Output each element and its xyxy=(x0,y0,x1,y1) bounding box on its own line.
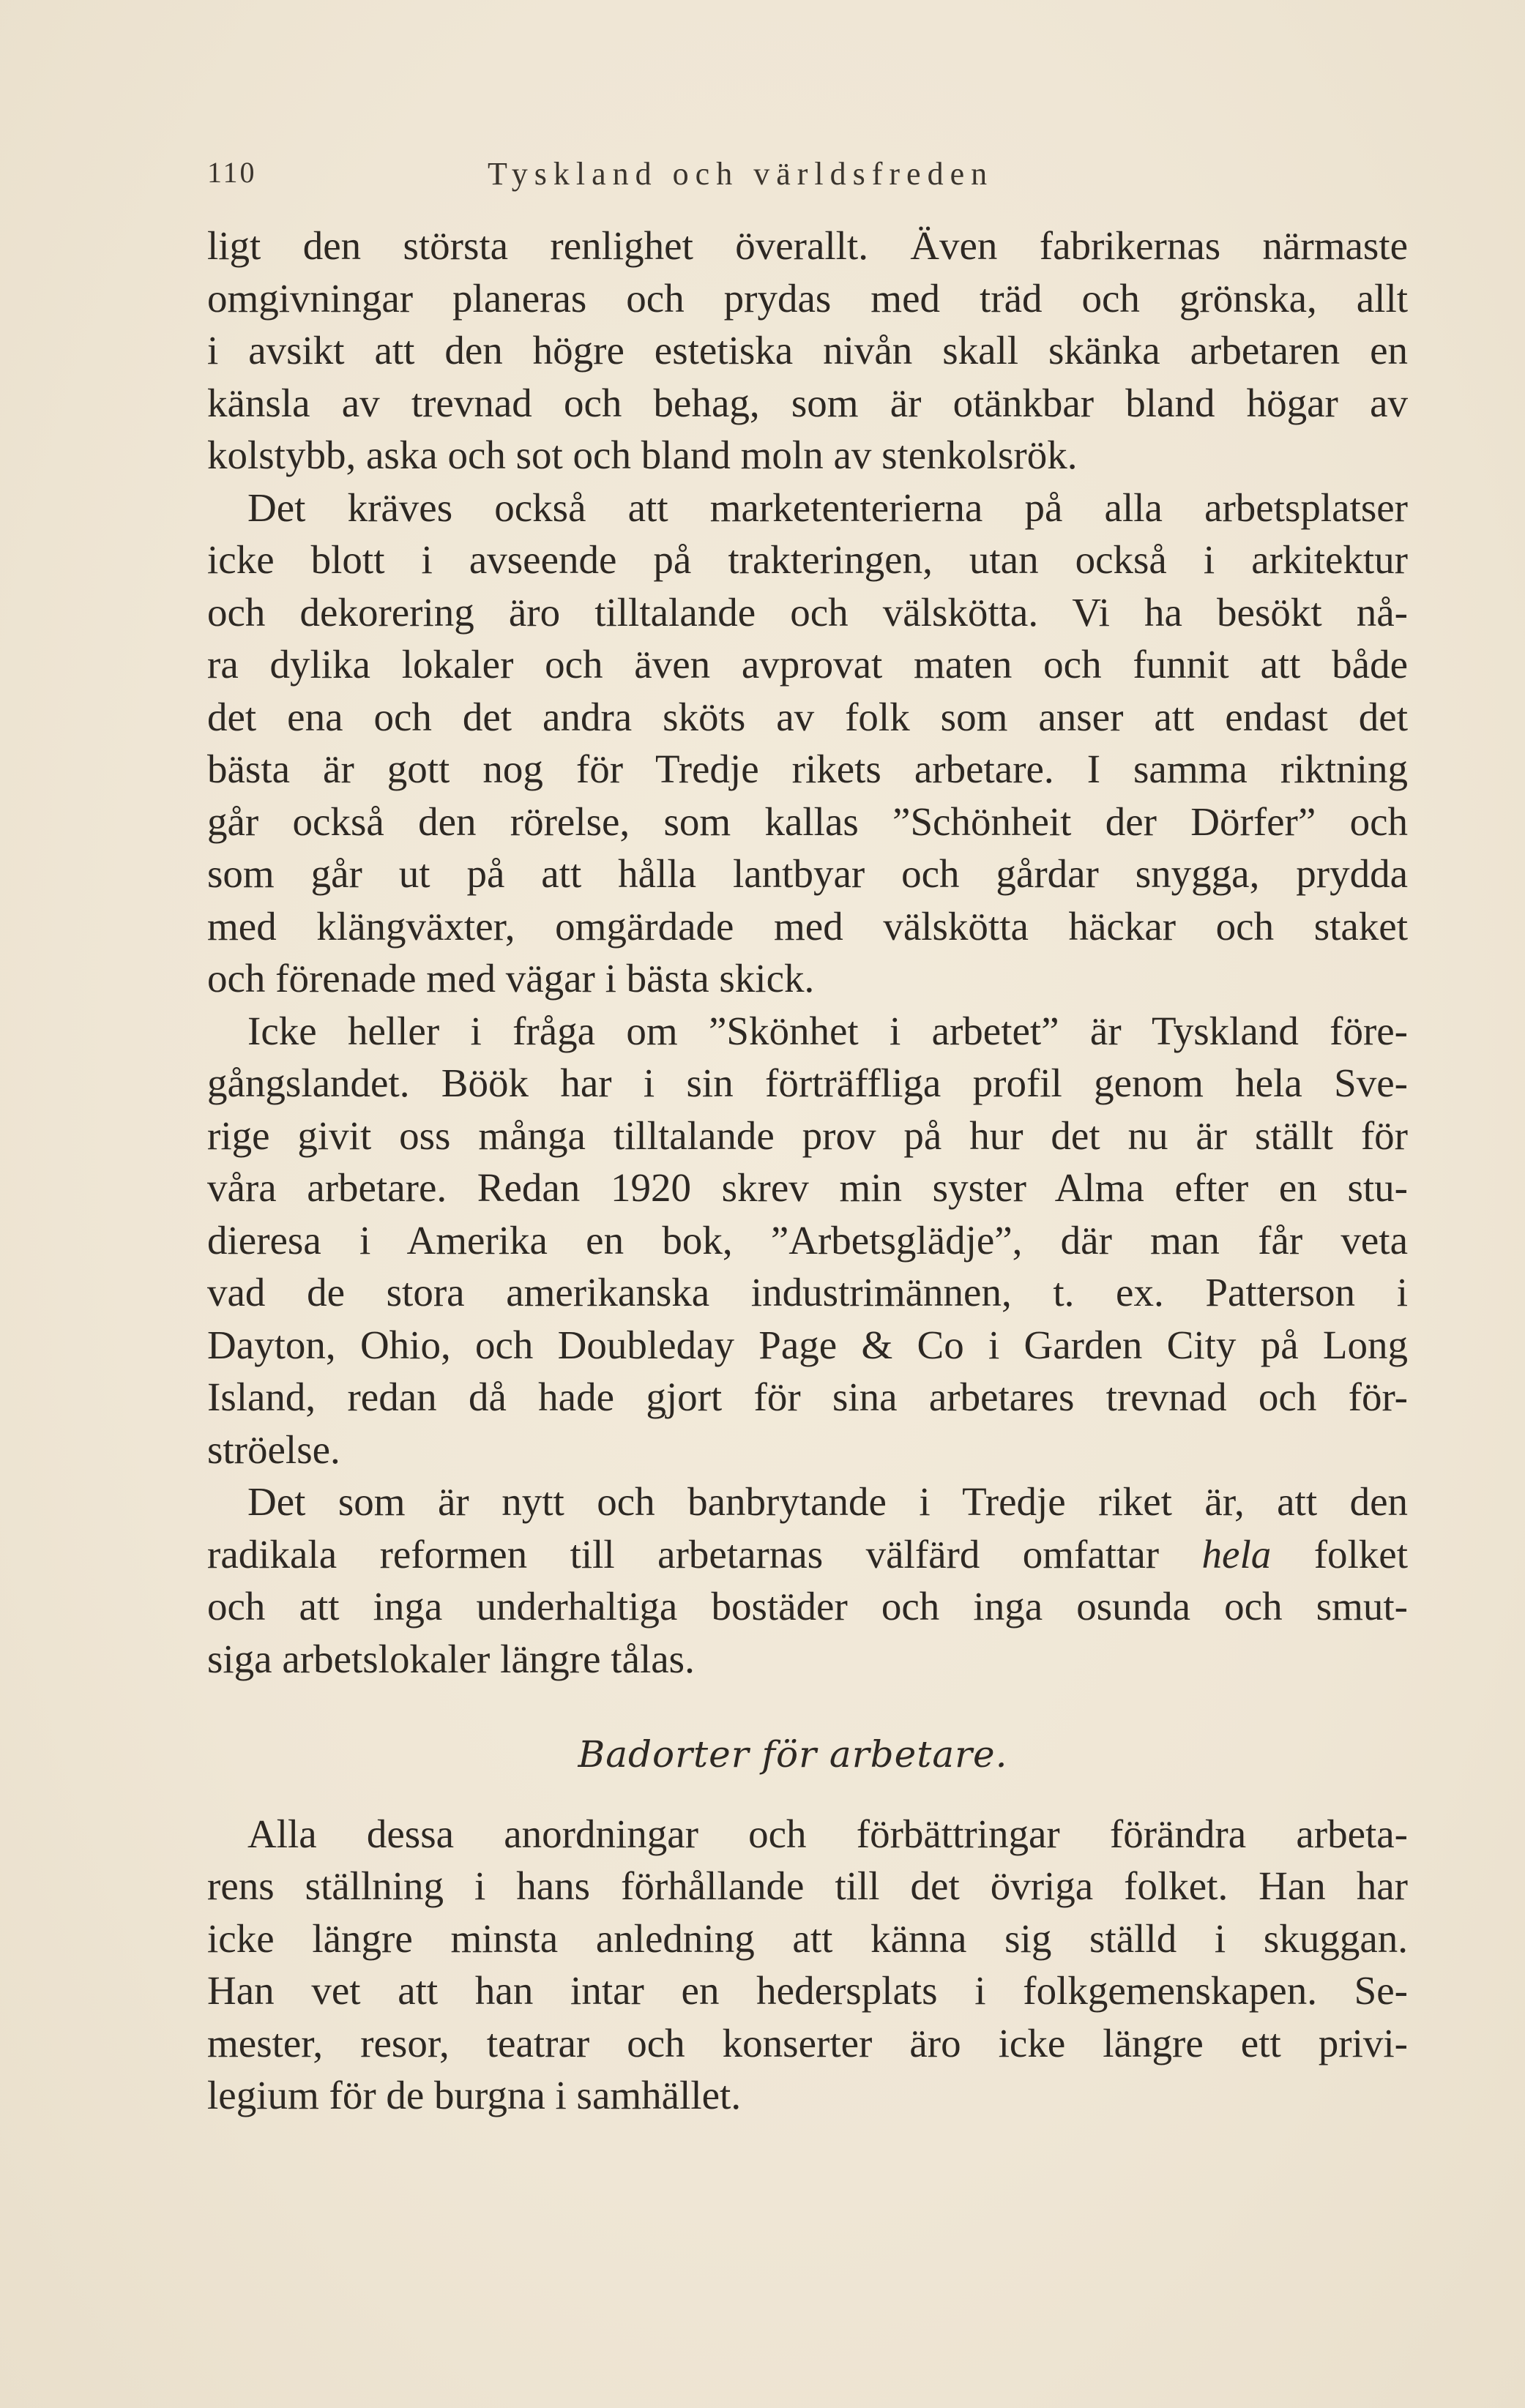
text-line: som går ut på att hålla lantbyar och gårdar snygga, prydda xyxy=(207,851,1408,896)
text-line: det ena och det andra sköts av folk som anser att endast det xyxy=(207,694,1408,739)
section-heading: Badorter för arbetare. xyxy=(578,1733,1008,1776)
text-line: ligt den största renlighet överallt. Även fabrikernas närmaste xyxy=(207,223,1408,268)
paragraph-2 xyxy=(207,482,1408,1005)
text-line: med klängväxter, omgärdade med välskötta häckar och staket xyxy=(207,903,1408,949)
text-line: icke längre minsta anledning att känna sig ställd i skuggan. xyxy=(207,1915,1408,1961)
page-header xyxy=(207,155,1115,199)
text-line: Det kräves också att marketenterierna på alla arbetsplatser xyxy=(247,485,1408,530)
text-line: Det som är nytt och banbrytande i Tredje riket är, att den xyxy=(247,1479,1408,1524)
text-line: rens ställning i hans förhållande till det övriga folket. Han har xyxy=(207,1863,1408,1908)
text-line: dieresa i Amerika en bok, ”Arbetsglädje”, där man får veta xyxy=(207,1217,1408,1263)
paragraph-4 xyxy=(207,1476,1408,1685)
paragraph-3 xyxy=(207,1005,1408,1476)
text-line: gångslandet. Böök har i sin förträffliga profil genom hela Sve- xyxy=(207,1061,1408,1105)
text-line: och dekorering äro tilltalande och välskötta. Vi ha besökt nå- xyxy=(207,589,1408,635)
text-line: Icke heller i fråga om ”Skönhet i arbetet” är Tyskland före- xyxy=(247,1008,1408,1053)
text-line: kolstybb, aska och sot och bland moln av stenkolsrök. xyxy=(207,433,1078,477)
text-line-with-emphasis xyxy=(207,1528,1408,1581)
text-line: rige givit oss många tilltalande prov på hur det nu är ställt för xyxy=(207,1113,1408,1158)
text-line: och att inga underhaltiga bostäder och inga osunda och smut- xyxy=(207,1584,1408,1629)
running-head: Tyskland och världsfreden xyxy=(488,156,994,192)
text-line: Alla dessa anordningar och förbättringar förändra arbeta- xyxy=(247,1811,1408,1856)
spacer xyxy=(207,1685,1408,1729)
text-line: icke blott i avseende på trakteringen, utan också i arkitektur xyxy=(207,537,1408,582)
text-line: mester, resor, teatrar och konserter äro icke längre ett privi- xyxy=(207,2020,1408,2065)
text-line: våra arbetare. Redan 1920 skrev min syster Alma efter en stu- xyxy=(207,1165,1408,1210)
spacer xyxy=(207,1781,1408,1808)
paragraph-1 xyxy=(207,220,1408,482)
paragraph-5 xyxy=(207,1808,1408,2122)
text-line: Dayton, Ohio, och Doubleday Page & Co i Garden City på Long xyxy=(207,1322,1408,1367)
body-text xyxy=(207,220,1408,2122)
text-line: Han vet att han intar en hedersplats i folkgemenskapen. Se- xyxy=(207,1968,1408,2013)
text-line: ra dylika lokaler och även avprovat maten och funnit att både xyxy=(207,642,1408,687)
text-line: ströelse. xyxy=(207,1427,340,1472)
text-line: bästa är gott nog för Tredje rikets arbetare. I samma riktning xyxy=(207,747,1408,791)
text-line: och förenade med vägar i bästa skick. xyxy=(207,956,815,1001)
text-segment: folket xyxy=(1271,1531,1408,1577)
text-line: Island, redan då hade gjort för sina arbetares trevnad och för- xyxy=(207,1375,1408,1419)
text-line: går också den rörelse, som kallas ”Schönheit der Dörfer” och xyxy=(207,799,1408,844)
text-line: siga arbetslokaler längre tålas. xyxy=(207,1636,695,1681)
text-line: omgivningar planeras och prydas med träd och grönska, allt xyxy=(207,275,1408,321)
text-line: vad de stora amerikanska industrimännen, t. ex. Patterson i xyxy=(207,1270,1408,1315)
text-line: i avsikt att den högre estetiska nivån skall skänka arbetaren en xyxy=(207,328,1408,373)
text-line: känsla av trevnad och behag, som är otänkbar bland högar av xyxy=(207,380,1408,425)
text-segment: radikala reformen till arbetarnas välfärd omfattar xyxy=(207,1531,1202,1577)
page-number: 110 xyxy=(207,156,257,189)
text-line: legium för de burgna i samhället. xyxy=(207,2073,742,2117)
emphasized-word: hela xyxy=(1201,1531,1272,1577)
